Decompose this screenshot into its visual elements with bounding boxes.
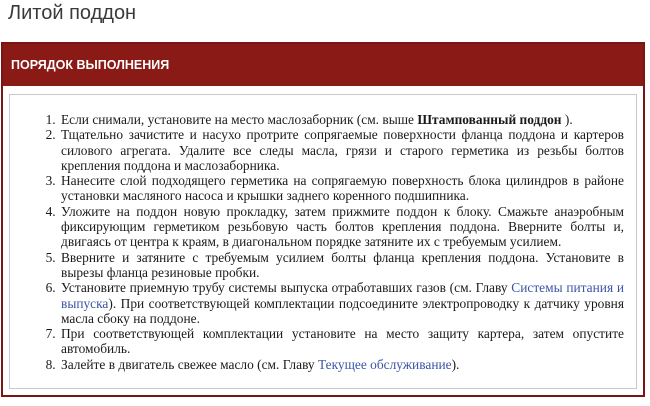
link-fuel-exhaust-systems[interactable]: Системы питания и выпуска: [61, 280, 624, 311]
steps-list: [10, 112, 636, 372]
step-item: 5. Вверните и затяните с требуемым усилием болты фланца крепления поддона. Установите в вырезы фланца резиновые пробки.: [59, 250, 624, 281]
procedure-body: [9, 94, 637, 389]
procedure-box: [1, 42, 645, 397]
bold-reference: Штампованный поддон: [417, 112, 562, 127]
page-title: Литой поддон: [8, 2, 137, 24]
step-item: 4. Уложите на поддон новую прокладку, затем прижмите поддон к блоку. Смажьте анаэробным фиксирующим герметиком резьбовую часть болтов крепления поддона. Вверните болты и, двигаясь от центра к краям, в диагональном порядке затяните их с требуемым усилием.: [59, 204, 624, 250]
step-item: 8. Залейте в двигатель свежее масло (см. Главу Текущее обслуживание).: [59, 357, 624, 372]
link-routine-maintenance[interactable]: Текущее обслуживание: [317, 356, 452, 372]
step-item: 6. Установите приемную трубу системы выпуска отработавших газов (см. Главу Системы питания и выпуска). При соответствующей комплектации подсоедините электропроводку к датчику уровня масла сбоку на поддоне.: [59, 280, 624, 326]
step-item: 3. Нанесите слой подходящего герметика на сопрягаемую поверхность блока цилиндров в районе установки масляного насоса и крышки заднего коренного подшипника.: [59, 173, 624, 204]
step-item: 1. Если снимали, установите на место маслозаборник (см. выше Штампованный поддон ).: [59, 112, 624, 127]
step-item: 7. При соответствующей комплектации установите на место защиту картера, затем опустите автомобиль.: [59, 326, 624, 357]
section-header: ПОРЯДОК ВЫПОЛНЕНИЯ: [3, 44, 643, 86]
step-item: 2. Тщательно зачистите и насухо протрите сопрягаемые поверхности фланца поддона и картеров силового агрегата. Удалите все следы масла, грязи и старого герметика из резьбы болтов крепления поддона и маслозаборника.: [59, 127, 624, 173]
